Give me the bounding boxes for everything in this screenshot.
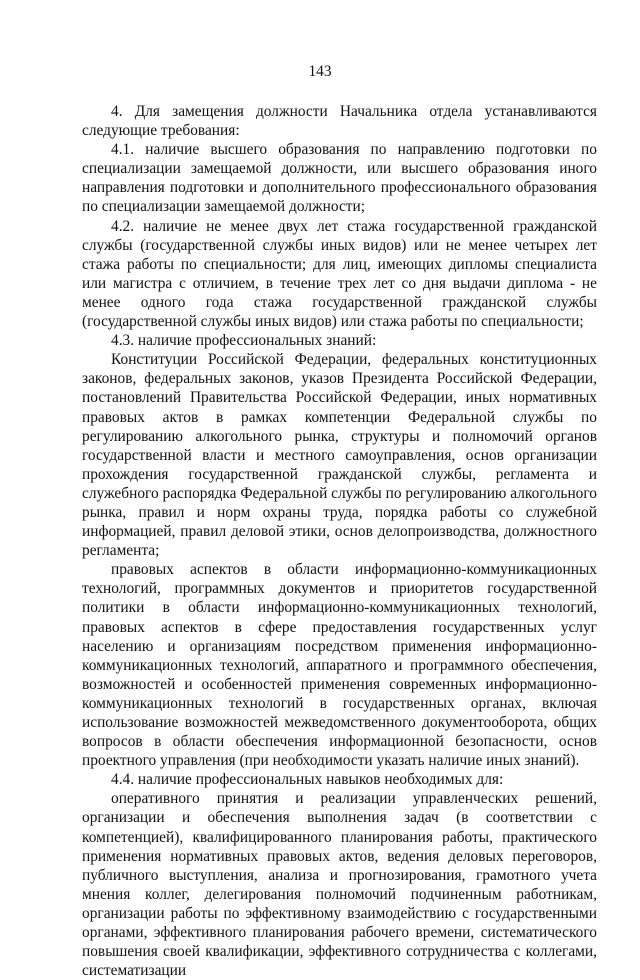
paragraph-requirements-intro: 4. Для замещения должности Начальника отдела устанавливаются следующие требования: xyxy=(82,103,597,140)
document-body xyxy=(82,102,597,980)
paragraph-knowledge-legal: Конституции Российской Федерации, федеральных конституционных законов, федеральных законов, указов Президента Российской Федерации, постановлений Правительства Российской Федерации, иных нормативных правовых актов в рамках компетенции Федеральной службы по регулированию алкогольного рынка, структуры и полномочий органов государственной власти и местного самоуправления, основ организации прохождения государственной гражданской службы, регламента и служебного распорядка Федеральной службы по регулированию алкогольного рынка, правил и норм охраны труда, порядка работы со служебной информацией, правил деловой этики, основ делопроизводства, должностного регламента; xyxy=(82,351,597,560)
paragraph-knowledge-heading: 4.3. наличие профессиональных знаний: xyxy=(111,332,377,350)
paragraph-skills-heading: 4.4. наличие профессиональных навыков необходимых для: xyxy=(111,771,504,789)
paragraph-skills-list: оперативного принятия и реализации управленческих решений, организации и обеспечения выполнения задач (в соответствии с компетенцией), квалифицированного планирования работы, практического применения нормативных правовых актов, ведения деловых переговоров, публичного выступления, анализа и прогнозирования, грамотного учета мнения коллег, делегирования полномочий подчиненным работникам, организации работы по эффективному взаимодействию с государственными органами, эффективного планирования рабочего времени, систематического повышения своей квалификации, эффективного сотрудничества с коллегами, систематизации xyxy=(82,790,597,980)
paragraph-knowledge-ict: правовых аспектов в области информационно-коммуникационных технологий, программных документов и приоритетов государственной политики в области информационно-коммуникационных технологий, правовых аспектов в сфере предоставления государственных услуг населению и организациям посредством применения информационно-коммуникационных технологий, аппаратного и программного обеспечения, возможностей и особенностей применения современных информационно-коммуникационных технологий в государственных органах, включая использование возможностей межведомственного документооборота, общих вопросов в области обеспечения информационной безопасности, основ проектного управления (при необходимости указать наличие иных знаний). xyxy=(82,561,597,770)
page-number: 143 xyxy=(308,63,332,80)
paragraph-experience: 4.2. наличие не менее двух лет стажа государственной гражданской службы (государственной службы иных видов) или не менее четырех лет стажа работы по специальности; для лиц, имеющих дипломы специалиста или магистра с отличием, в течение трех лет со дня выдачи диплома - не менее одного года стажа государственной гражданской службы (государственной службы иных видов) или стажа работы по специальности; xyxy=(82,217,597,331)
paragraph-education: 4.1. наличие высшего образования по направлению подготовки по специализации замещаемой должности, или высшего образования иного направления подготовки и дополнительного профессионального образования по специализации замещаемой должности; xyxy=(82,141,597,216)
